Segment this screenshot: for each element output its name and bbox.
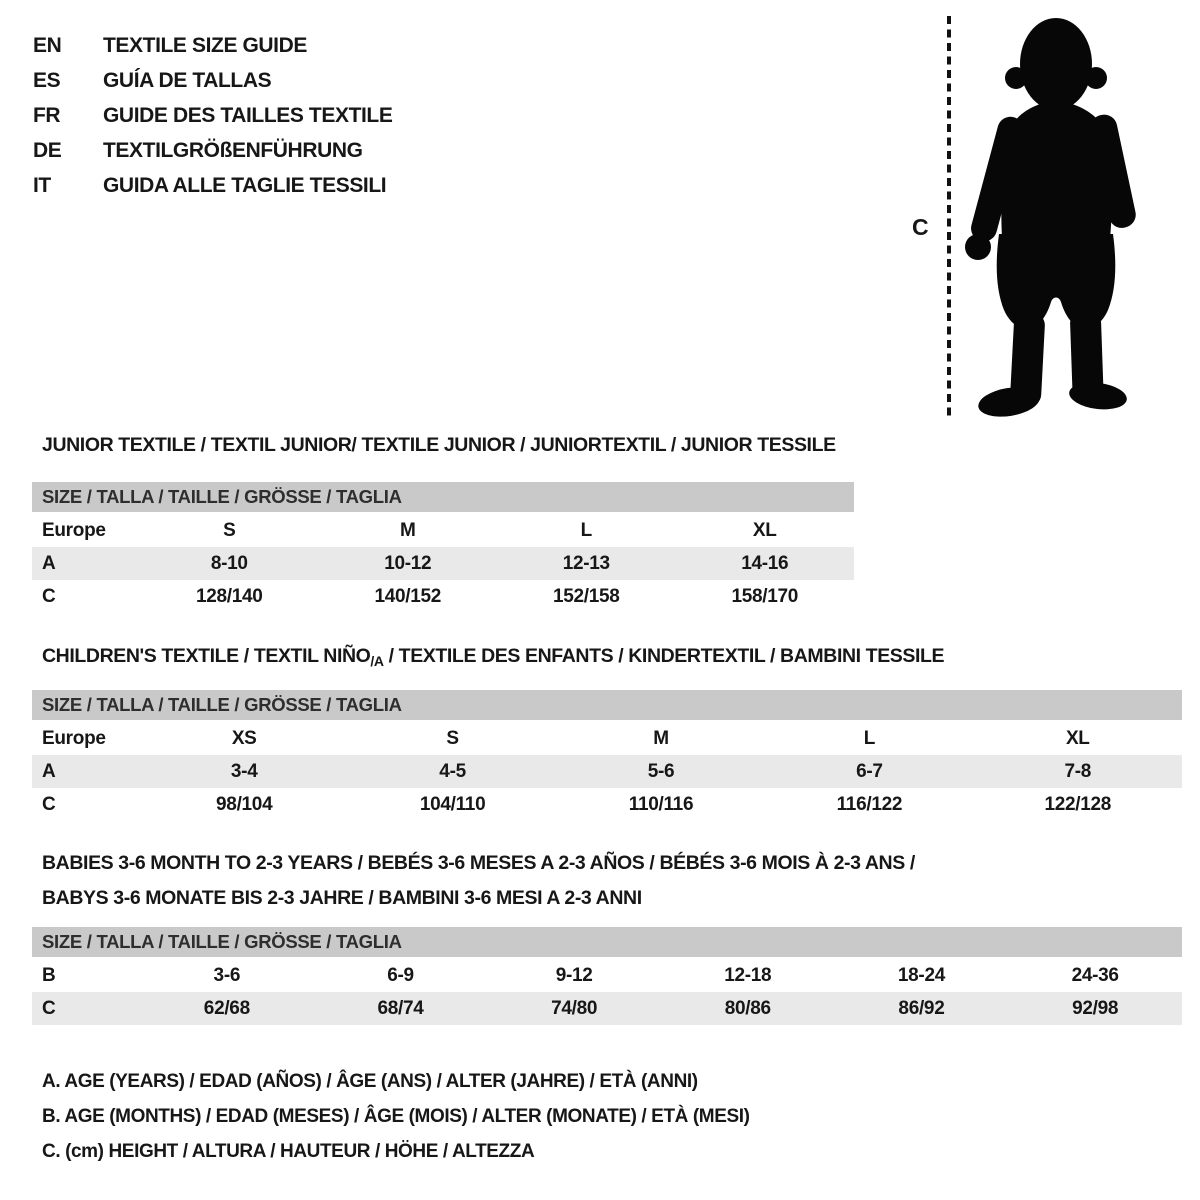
value-cell: 7-8 <box>1064 760 1092 782</box>
language-row <box>33 28 392 63</box>
value-cell: 128/140 <box>195 585 263 607</box>
value-cell: 86/92 <box>898 997 945 1019</box>
value-cell: L <box>863 727 876 749</box>
guide-title: TEXTILE SIZE GUIDE <box>103 34 307 57</box>
value-cell: 3-4 <box>230 760 258 782</box>
row-label-cell: C <box>42 585 56 607</box>
junior-section-title: JUNIOR TEXTILE / TEXTIL JUNIOR/ TEXTILE JUNIOR / JUNIORTEXTIL / JUNIOR TESSILE <box>42 434 836 456</box>
junior-size-table <box>32 514 854 613</box>
size-table-row <box>32 547 854 580</box>
language-row <box>33 63 392 98</box>
children-title-sub: /A <box>370 653 384 669</box>
measurement-legend <box>42 1064 750 1169</box>
babies-size-table-section <box>32 927 1182 1025</box>
value-cell: 5-6 <box>647 760 675 782</box>
value-cell: 6-9 <box>387 964 414 986</box>
guide-title: GUIDA ALLE TAGLIE TESSILI <box>103 174 387 197</box>
value-cell: XL <box>752 519 777 541</box>
value-cell: 116/122 <box>836 793 903 815</box>
size-table-row <box>32 514 854 547</box>
language-row <box>33 133 392 168</box>
value-cell: 92/98 <box>1072 997 1119 1019</box>
value-cell: 9-12 <box>555 964 593 986</box>
babies-size-bar: SIZE / TALLA / TAILLE / GRÖSSE / TAGLIA <box>32 927 1182 957</box>
row-label-cell: B <box>42 964 56 986</box>
baby-silhouette-icon <box>952 12 1142 424</box>
guide-title: GUIDE DES TAILLES TEXTILE <box>103 104 393 127</box>
row-label-cell: A <box>42 760 56 782</box>
guide-title: TEXTILGRÖßENFÜHRUNG <box>103 139 363 162</box>
legend-line: B. AGE (MONTHS) / EDAD (MESES) / ÂGE (MOIS) / ALTER (MONATE) / ETÀ (MESI) <box>42 1106 750 1127</box>
size-table-row <box>32 580 854 613</box>
value-cell: 12-13 <box>562 552 610 574</box>
value-cell: XS <box>231 727 257 749</box>
value-cell: M <box>653 727 669 749</box>
children-title-suffix: / TEXTILE DES ENFANTS / KINDERTEXTIL / BAMBINI TESSILE <box>383 645 945 667</box>
value-cell: 152/158 <box>552 585 620 607</box>
value-cell: 80/86 <box>724 997 771 1019</box>
row-label-cell: C <box>42 793 56 815</box>
value-cell: 122/128 <box>1044 793 1112 815</box>
language-code: FR <box>33 104 61 127</box>
size-table-row <box>32 992 1182 1025</box>
value-cell: L <box>580 519 592 541</box>
guide-title: GUÍA DE TALLAS <box>103 69 272 92</box>
size-table-row <box>32 755 1182 788</box>
value-cell: M <box>399 519 416 541</box>
value-cell: 8-10 <box>210 552 248 574</box>
legend-line: C. (cm) HEIGHT / ALTURA / HAUTEUR / HÖHE / ALTEZZA <box>42 1141 535 1162</box>
children-section-title <box>42 644 944 673</box>
value-cell: 4-5 <box>439 760 466 782</box>
value-cell: 10-12 <box>384 552 432 574</box>
value-cell: 6-7 <box>856 760 883 782</box>
value-cell: 62/68 <box>203 997 250 1019</box>
language-code: DE <box>33 139 62 162</box>
height-measure-label: C <box>912 214 929 240</box>
size-table-row <box>32 959 1182 992</box>
junior-size-table-section <box>32 482 854 613</box>
row-label-cell: Europe <box>42 727 106 749</box>
value-cell: 98/104 <box>216 793 273 815</box>
size-table-row <box>32 788 1182 821</box>
legend-line: A. AGE (YEARS) / EDAD (AÑOS) / ÂGE (ANS) / ALTER (JAHRE) / ETÀ (ANNI) <box>42 1071 698 1092</box>
value-cell: 140/152 <box>374 585 442 607</box>
language-code: IT <box>33 174 51 197</box>
size-table-row <box>32 722 1182 755</box>
value-cell: 24-36 <box>1071 964 1119 986</box>
value-cell: 12-18 <box>724 964 772 986</box>
value-cell: 68/74 <box>377 997 424 1019</box>
language-title-list <box>33 28 392 203</box>
babies-title-line2: BABYS 3-6 MONATE BIS 2-3 JAHRE / BAMBINI 3-6 MESI A 2-3 ANNI <box>42 887 642 909</box>
junior-size-bar: SIZE / TALLA / TAILLE / GRÖSSE / TAGLIA <box>32 482 854 512</box>
language-code: ES <box>33 69 61 92</box>
language-row <box>33 168 392 203</box>
value-cell: 18-24 <box>897 964 945 986</box>
row-label-cell: C <box>42 997 56 1019</box>
language-row <box>33 98 392 133</box>
children-size-bar: SIZE / TALLA / TAILLE / GRÖSSE / TAGLIA <box>32 690 1182 720</box>
babies-size-table <box>32 959 1182 1025</box>
language-code: EN <box>33 34 62 57</box>
children-size-table <box>32 722 1182 821</box>
value-cell: XL <box>1065 727 1090 749</box>
babies-title-line1: BABIES 3-6 MONTH TO 2-3 YEARS / BEBÉS 3-6 MESES A 2-3 AÑOS / BÉBÉS 3-6 MOIS À 2-3 ANS / <box>42 852 915 874</box>
children-title-prefix: CHILDREN'S TEXTILE / TEXTIL NIÑO <box>42 645 371 667</box>
value-cell: 104/110 <box>419 793 486 815</box>
value-cell: 3-6 <box>213 964 241 986</box>
row-label-cell: Europe <box>42 519 106 541</box>
babies-section-title <box>42 846 915 916</box>
value-cell: S <box>223 519 236 541</box>
value-cell: 110/116 <box>628 793 694 815</box>
value-cell: 158/170 <box>731 585 799 607</box>
children-size-table-section <box>32 690 1182 821</box>
row-label-cell: A <box>42 552 56 574</box>
value-cell: 74/80 <box>551 997 598 1019</box>
value-cell: 14-16 <box>741 552 789 574</box>
value-cell: S <box>446 727 459 749</box>
